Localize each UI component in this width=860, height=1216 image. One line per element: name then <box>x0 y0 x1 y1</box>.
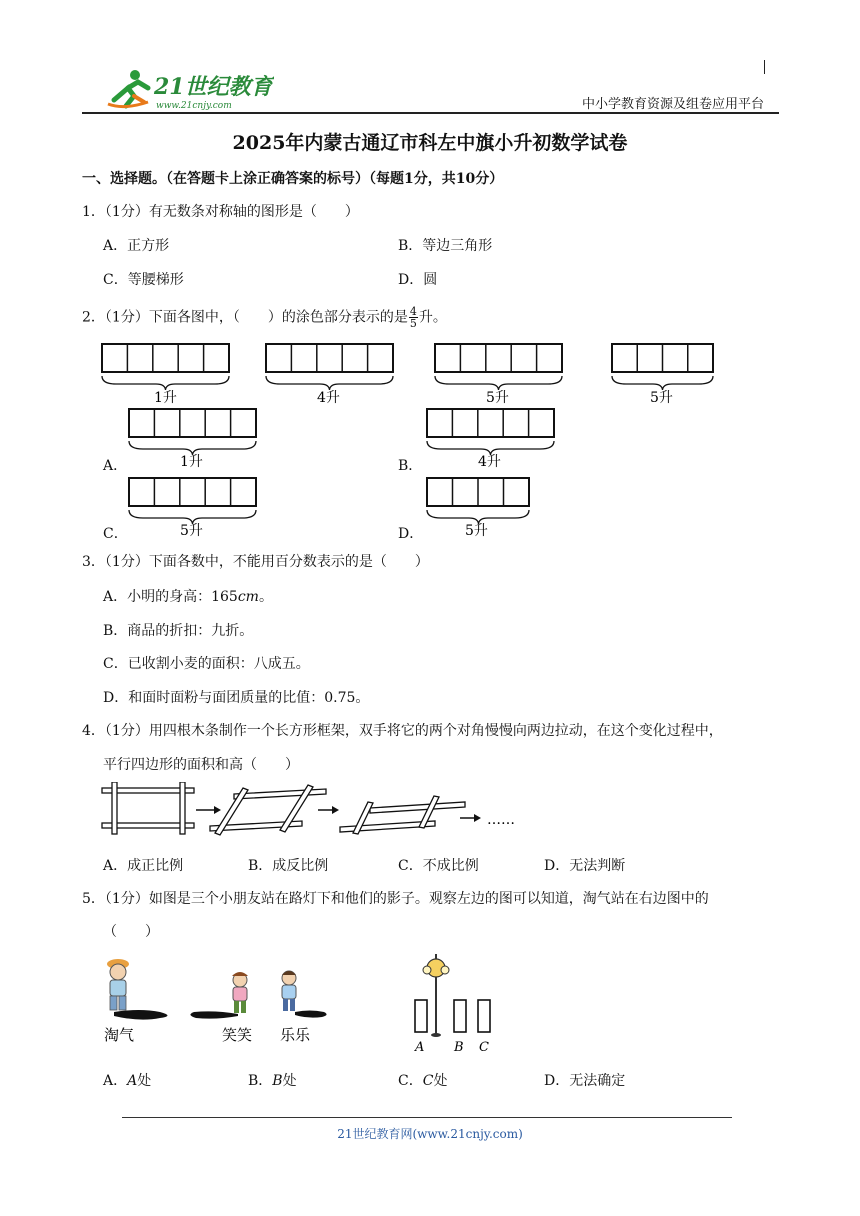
rectangle-frame <box>102 782 194 834</box>
parallelogram-frame-2 <box>340 796 465 834</box>
question-3-option-c: C．已收割小麦的面积：八成五。 <box>103 656 310 672</box>
option-c-suffix: 处 <box>433 1073 448 1089</box>
question-1-option-c: C．等腰梯形 <box>103 272 184 288</box>
option-c-var: C <box>422 1073 434 1089</box>
top-figure-2 <box>266 344 393 406</box>
runner-icon <box>108 70 148 107</box>
question-4-option-a: A．成正比例 <box>103 858 184 874</box>
question-5-stem-line1: 5．（1分）如图是三个小朋友站在路灯下和他们的影子。观察左边的图可以知道，淘气站在右边图中的 <box>82 891 709 907</box>
question-5-option-b <box>248 1070 297 1090</box>
question-4-option-c: C．不成比例 <box>398 858 479 874</box>
position-box-a <box>415 1000 427 1032</box>
option-a-text: A．小明的身高：165 <box>103 589 238 605</box>
option-b-var: B <box>272 1073 283 1089</box>
footer-rule <box>122 1117 732 1118</box>
option-c-prefix: C． <box>398 1073 423 1089</box>
kid-name-xiaoxiao: 笑笑 <box>222 1026 253 1044</box>
position-box-c <box>478 1000 490 1032</box>
lele-figure <box>282 971 327 1018</box>
question-2-top-figures <box>96 340 726 406</box>
unit-cm: cm <box>237 589 259 605</box>
page-title: 2025年内蒙古通辽市科左中旗小升初数学试卷 <box>232 132 628 154</box>
question-2-option-c-figure <box>124 473 264 539</box>
option-d-caption: 5升 <box>465 523 488 539</box>
header-marker <box>764 60 765 74</box>
option-b-prefix: B． <box>248 1073 273 1089</box>
streetlamp-figure <box>404 950 504 1056</box>
question-2-option-d-figure <box>422 473 542 539</box>
children-shadows-figure <box>100 952 340 1048</box>
option-a-prefix: A． <box>103 1073 128 1089</box>
ellipsis: …… <box>487 812 515 828</box>
position-label-a: A <box>415 1040 425 1055</box>
question-3-option-a <box>103 586 273 606</box>
top-figure-3 <box>435 344 562 406</box>
position-label-c: C <box>479 1040 489 1055</box>
fraction-denominator: 5 <box>409 317 417 330</box>
question-4-stem-line1: 4．（1分）用四根木条制作一个长方形框架，双手将它的两个对角慢慢向两边拉动，在这个变化过程中， <box>82 723 723 739</box>
kid-name-taoqi: 淘气 <box>104 1026 135 1044</box>
question-5-stem-line2: （ ） <box>103 924 159 940</box>
xiaoxiao-figure <box>190 972 248 1019</box>
question-2-option-d-label: D． <box>398 526 424 542</box>
option-c-caption: 5升 <box>180 523 203 539</box>
top-figure-1 <box>102 344 229 406</box>
top-figure-4 <box>612 344 713 406</box>
question-5-option-c <box>398 1070 447 1090</box>
question-3-option-b: B．商品的折扣：九折。 <box>103 623 254 639</box>
question-4-frame-figure <box>100 782 530 838</box>
question-2-option-a-figure <box>124 404 264 470</box>
top-label-4: 5升 <box>650 390 673 406</box>
taoqi-figure <box>107 959 168 1020</box>
option-a-var: A <box>127 1073 138 1089</box>
question-4-option-b: B．成反比例 <box>248 858 329 874</box>
option-a-suffix: 处 <box>137 1073 152 1089</box>
question-3-stem: 3．（1分）下面各数中，不能用百分数表示的是（ ） <box>82 554 429 570</box>
question-1-stem: 1．（1分）有无数条对称轴的图形是（ ） <box>82 204 359 220</box>
question-1-option-d: D．圆 <box>398 272 438 288</box>
question-5-option-a <box>103 1070 151 1090</box>
question-1-option-b: B．等边三角形 <box>398 238 493 254</box>
top-label-2: 4升 <box>317 390 340 406</box>
option-a-caption: 1升 <box>180 454 203 470</box>
question-2-stem-unit: 升。 <box>418 309 447 326</box>
footer-link[interactable]: 21世纪教育网(www.21cnjy.com) <box>337 1127 523 1141</box>
question-4-option-d: D．无法判断 <box>544 858 626 874</box>
question-5-option-d: D．无法确定 <box>544 1073 626 1089</box>
logo-text: 21世纪教育 <box>154 74 273 100</box>
question-2-option-b-figure <box>422 404 562 470</box>
question-2-option-a-label: A． <box>103 458 128 474</box>
top-label-1: 1升 <box>154 390 177 406</box>
question-1-option-a: A．正方形 <box>103 238 170 254</box>
position-label-b: B <box>454 1040 464 1055</box>
section-heading: 一、选择题。（在答题卡上涂正确答案的标号）（每题1分，共10分） <box>82 171 504 187</box>
question-2-option-b-label: B． <box>398 458 423 474</box>
platform-name: 中小学教育资源及组卷应用平台 <box>582 97 765 112</box>
parallelogram-frame-1 <box>210 785 326 835</box>
top-label-3: 5升 <box>486 390 509 406</box>
option-a-end: 。 <box>258 589 273 605</box>
question-4-stem-line2: 平行四边形的面积和高（ ） <box>103 757 299 773</box>
arrow-icon-2 <box>318 806 339 814</box>
fraction <box>409 306 418 329</box>
logo-url: www.21cnjy.com <box>156 101 232 111</box>
question-2-stem <box>82 306 447 329</box>
fraction-numerator: 4 <box>409 305 417 318</box>
arrow-icon-3 <box>460 814 481 822</box>
option-b-caption: 4升 <box>478 454 501 470</box>
header-rule <box>82 112 779 114</box>
kid-name-lele: 乐乐 <box>280 1026 311 1044</box>
question-3-option-d: D．和面时面粉与面团质量的比值：0.75。 <box>103 690 370 706</box>
question-2-stem-text: 2．（1分）下面各图中，（ ）的涂色部分表示的是 <box>82 309 408 326</box>
site-logo <box>104 66 274 112</box>
option-b-suffix: 处 <box>282 1073 297 1089</box>
position-box-b <box>454 1000 466 1032</box>
arrow-icon-1 <box>196 806 221 814</box>
question-2-option-c-label: C． <box>103 526 128 542</box>
